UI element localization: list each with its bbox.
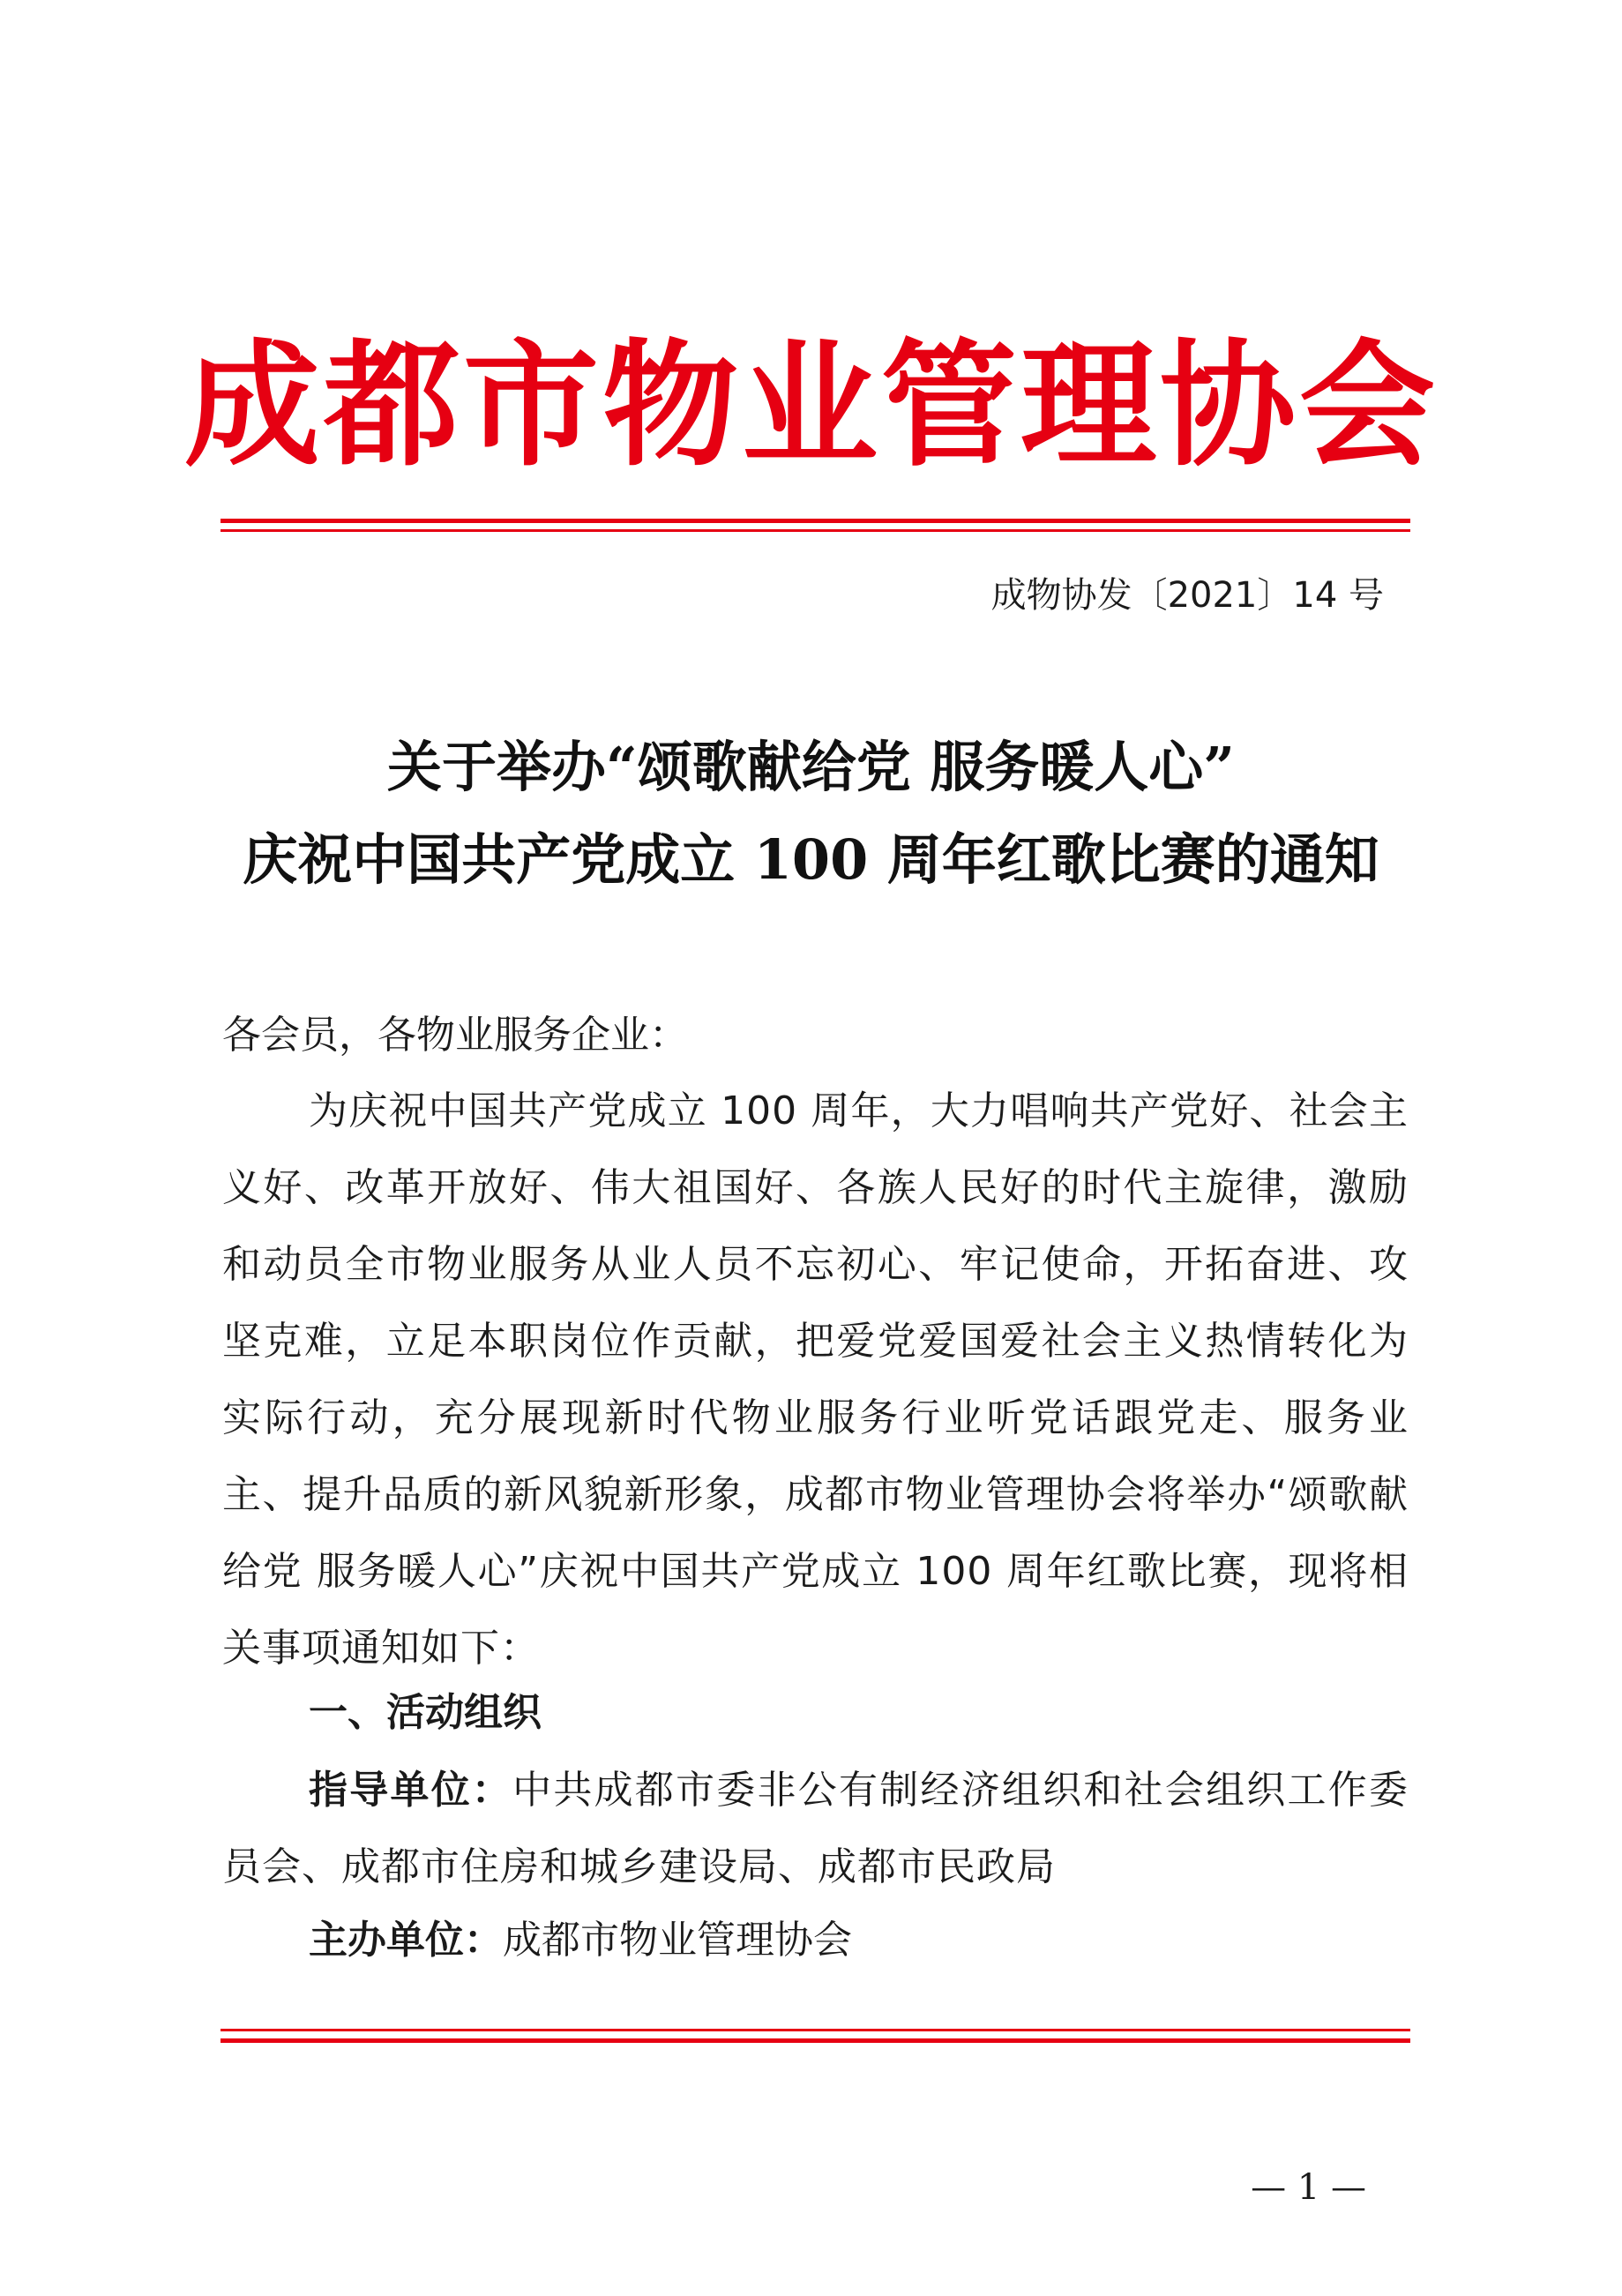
host-unit-value: 成都市物业管理协会 — [503, 1918, 852, 1963]
guiding-units-value: 中共成都市委非公有制经济组织和社会组织工作委员会、成都市住房和城乡建设局、成都市民政局 — [222, 1768, 1409, 1889]
guiding-units-label: 指导单位： — [309, 1768, 513, 1813]
guiding-units-paragraph — [222, 1752, 1409, 1905]
host-unit-label: 主办单位： — [309, 1918, 503, 1963]
document-number: 成物协发〔2021〕14 号 — [990, 575, 1384, 616]
host-unit-line — [309, 1914, 852, 1967]
footer-divider-top — [221, 2029, 1410, 2031]
salutation: 各会员，各物业服务企业： — [222, 1013, 688, 1058]
section-heading-activity-organization: 一、活动组织 — [309, 1690, 542, 1735]
body-paragraph: 为庆祝中国共产党成立 100 周年，大力唱响共产党好、社会主义好、改革开放好、伟大祖国好、各族人民好的时代主旋律，激励和动员全市物业服务从业人员不忘初心、牢记使命，开拓奋进、攻坚克难，立足本职岗位作贡献，把爱党爱国爱社会主义热情转化为实际行动，充分展现新时代物业服务行业听党话跟党走、服务业主、提升品质的新风貌新形象，成都市物业管理协会将举办“颂歌献给党 服务暖人心”庆祝中国共产党成立 100 周年红歌比赛，现将相关事项通知如下： — [222, 1088, 1409, 1671]
page-number: — 1 — — [1251, 2167, 1366, 2208]
document-title-line-2: 庆祝中国共产党成立 100 周年红歌比赛的通知 — [243, 827, 1379, 892]
header-divider-top — [221, 519, 1410, 523]
org-header-title: 成都市物业管理协会 — [183, 325, 1439, 485]
header-divider-bottom — [221, 529, 1410, 532]
document-title-line-1: 关于举办“颂歌献给党 服务暖人心” — [387, 735, 1235, 799]
footer-divider-bottom — [221, 2038, 1410, 2043]
